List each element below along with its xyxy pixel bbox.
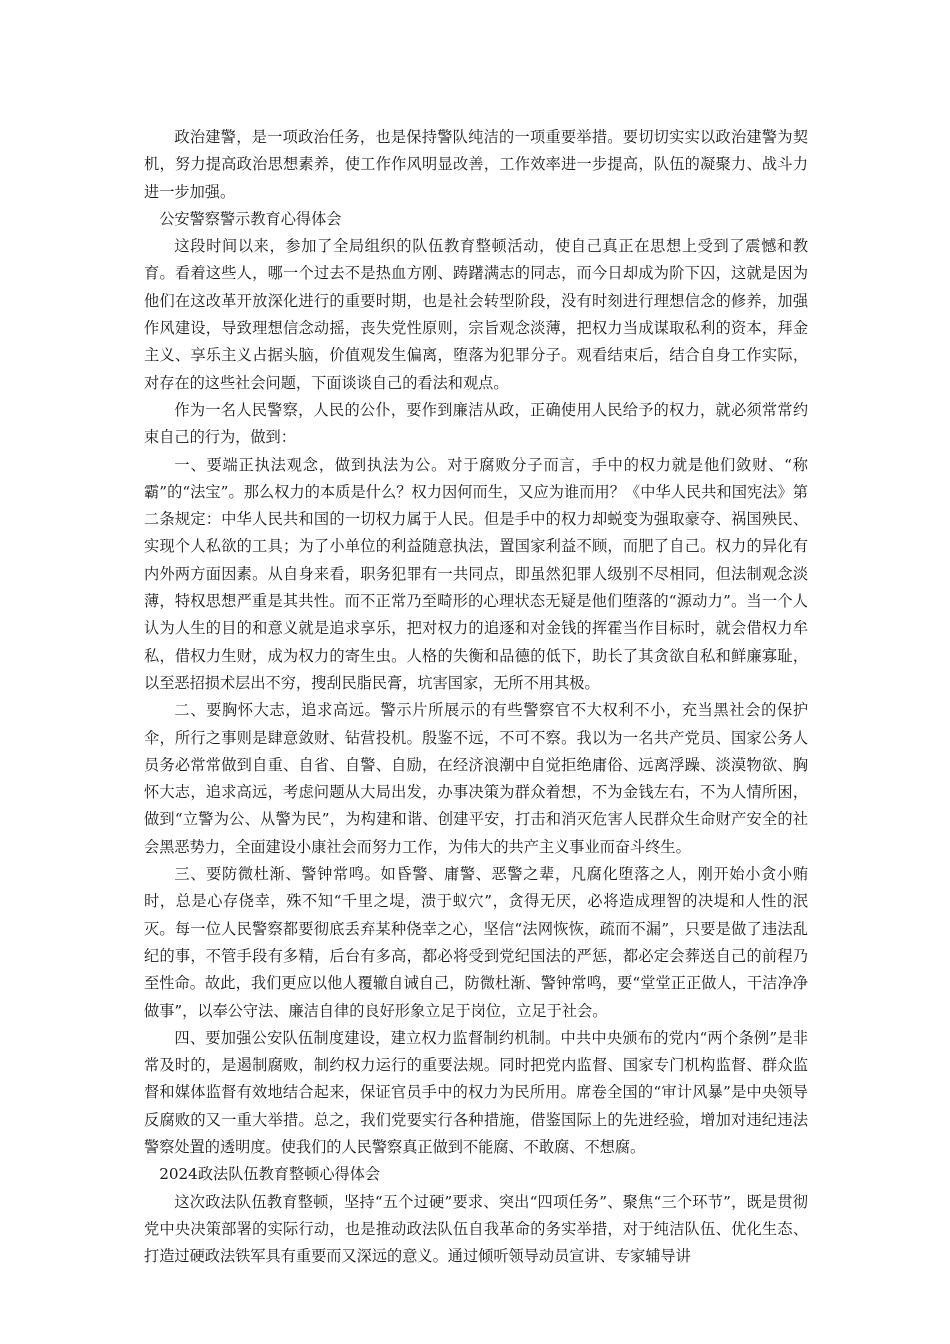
body-paragraph: 政治建警，是一项政治任务，也是保持警队纯洁的一项重要举措。要切切实实以政治建警为契机，努力提高政治思想素养，使工作作风明显改善，工作效率进一步提高，队伍的凝聚力、战斗力进一步加强。 [144,128,808,201]
body-paragraph: 三、要防微杜渐、警钟常鸣。如昏警、庸警、恶警之辈，凡腐化堕落之人，刚开始小贪小贿时，总是心存侥幸，殊不知“千里之堤，溃于蚁穴”，贪得无厌，必将造成理智的决堤和人性的泯灭。每一位人民警察都要彻底丢弃某种侥幸之心，坚信“法网恢恢，疏而不漏”，只要是做了违法乱纪的事，不管手段有多精，后台有多高，都必将受到党纪国法的严惩，都必定会葬送自己的前程乃至性命。故此，我们更应以他人覆辙自诫自己，防微杜渐、警钟常鸣，要“堂堂正正做人，干洁净净做事”，以奉公守法、廉洁自律的良好形象立足于岗位，立足于社会。 [144,865,808,1020]
body-paragraph: 二、要胸怀大志，追求高远。警示片所展示的有些警察官不大权利不小，充当黑社会的保护伞，所行之事则是肆意敛财、钻营投机。殷鉴不远，不可不察。我以为一名共产党员、国家公务人员务必常常做到自重、自省、自警、自励，在经济浪潮中自觉拒绝庸俗、远离浮躁、淡漠物欲、胸怀大志，追求高远，考虑问题从大局出发，办事决策为群众着想，不为金钱左右，不为人情所困，做到“立警为公、从警为民”，为构建和谐、创建平安，打击和消灭危害人民群众生命财产安全的社会黑恶势力，全面建设小康社会而努力工作，为伟大的共产主义事业而奋斗终生。 [144,701,808,856]
section-heading: 公安警察警示教育心得体会 [159,209,342,228]
body-paragraph: 作为一名人民警察，人民的公仆，要作到廉洁从政，正确使用人民给予的权力，就必须常常约束自己的行为，做到： [144,400,808,447]
document-page [144,124,808,1270]
body-paragraph: 一、要端正执法观念，做到执法为公。对于腐败分子而言，手中的权力就是他们敛财、“称霸”的“法宝”。那么权力的本质是什么？权力因何而生，又应为谁而用？《中华人民共和国宪法》第二条规定：中华人民共和国的一切权力属于人民。但是手中的权力却蜕变为强取豪夺、祸国殃民、实现个人私欲的工具；为了小单位的利益随意执法，置国家利益不顾，而肥了自己。权力的异化有内外两方面因素。从自身来看，职务犯罪有一共同点，即虽然犯罪人级别不尽相同，但法制观念淡薄，特权思想严重是其共性。而不正常乃至畸形的心理状态无疑是他们堕落的“源动力”。当一个人认为人生的目的和意义就是追求享乐，把对权力的追逐和对金钱的挥霍当作目标时，就会借权力牟私，借权力生财，成为权力的寄生虫。人格的失衡和品德的低下，助长了其贪欲自私和鲜廉寡耻，以至恶招损术层出不穷，搜刮民脂民膏，坑害国家，无所不用其极。 [144,455,808,692]
body-paragraph: 这段时间以来，参加了全局组织的队伍教育整顿活动，使自己真正在思想上受到了震憾和教育。看着这些人，哪一个过去不是热血方刚、踌躇满志的同志，而今日却成为阶下囚，这就是因为他们在这改革开放深化进行的重要时期，也是社会转型阶段，没有时刻进行理想信念的修养，加强作风建设，导致理想信念动摇，丧失党性原则，宗旨观念淡薄，把权力当成谋取私利的资本，拜金主义、享乐主义占据头脑，价值观发生偏离，堕落为犯罪分子。观看结束后，结合自身工作实际，对存在的这些社会问题，下面谈谈自己的看法和观点。 [144,237,808,392]
body-paragraph: 四、要加强公安队伍制度建设，建立权力监督制约机制。中共中央颁布的党内“两个条例”是非常及时的，是遏制腐败，制约权力运行的重要法规。同时把党内监督、国家专门机构监督、群众监督和媒体监督有效地结合起来，保证官员手中的权力为民所用。席卷全国的“审计风暴”是中央领导反腐败的又一重大举措。总之，我们党要实行各种措施，借鉴国际上的先进经验，增加对违纪违法警察处置的透明度。使我们的人民警察真正做到不能腐、不敢腐、不想腐。 [144,1028,808,1156]
section-heading: 2024政法队伍教育整顿心得体会 [159,1165,381,1184]
body-paragraph: 这次政法队伍教育整顿，坚持“五个过硬”要求、突出“四项任务”、聚焦“三个环节”，既是贯彻党中央决策部署的实际行动，也是推动政法队伍自我革命的务实举措，对于纯洁队伍、优化生态、打造过硬政法铁军具有重要而又深远的意义。通过倾听领导动员宣讲、专家辅导讲 [144,1192,808,1266]
